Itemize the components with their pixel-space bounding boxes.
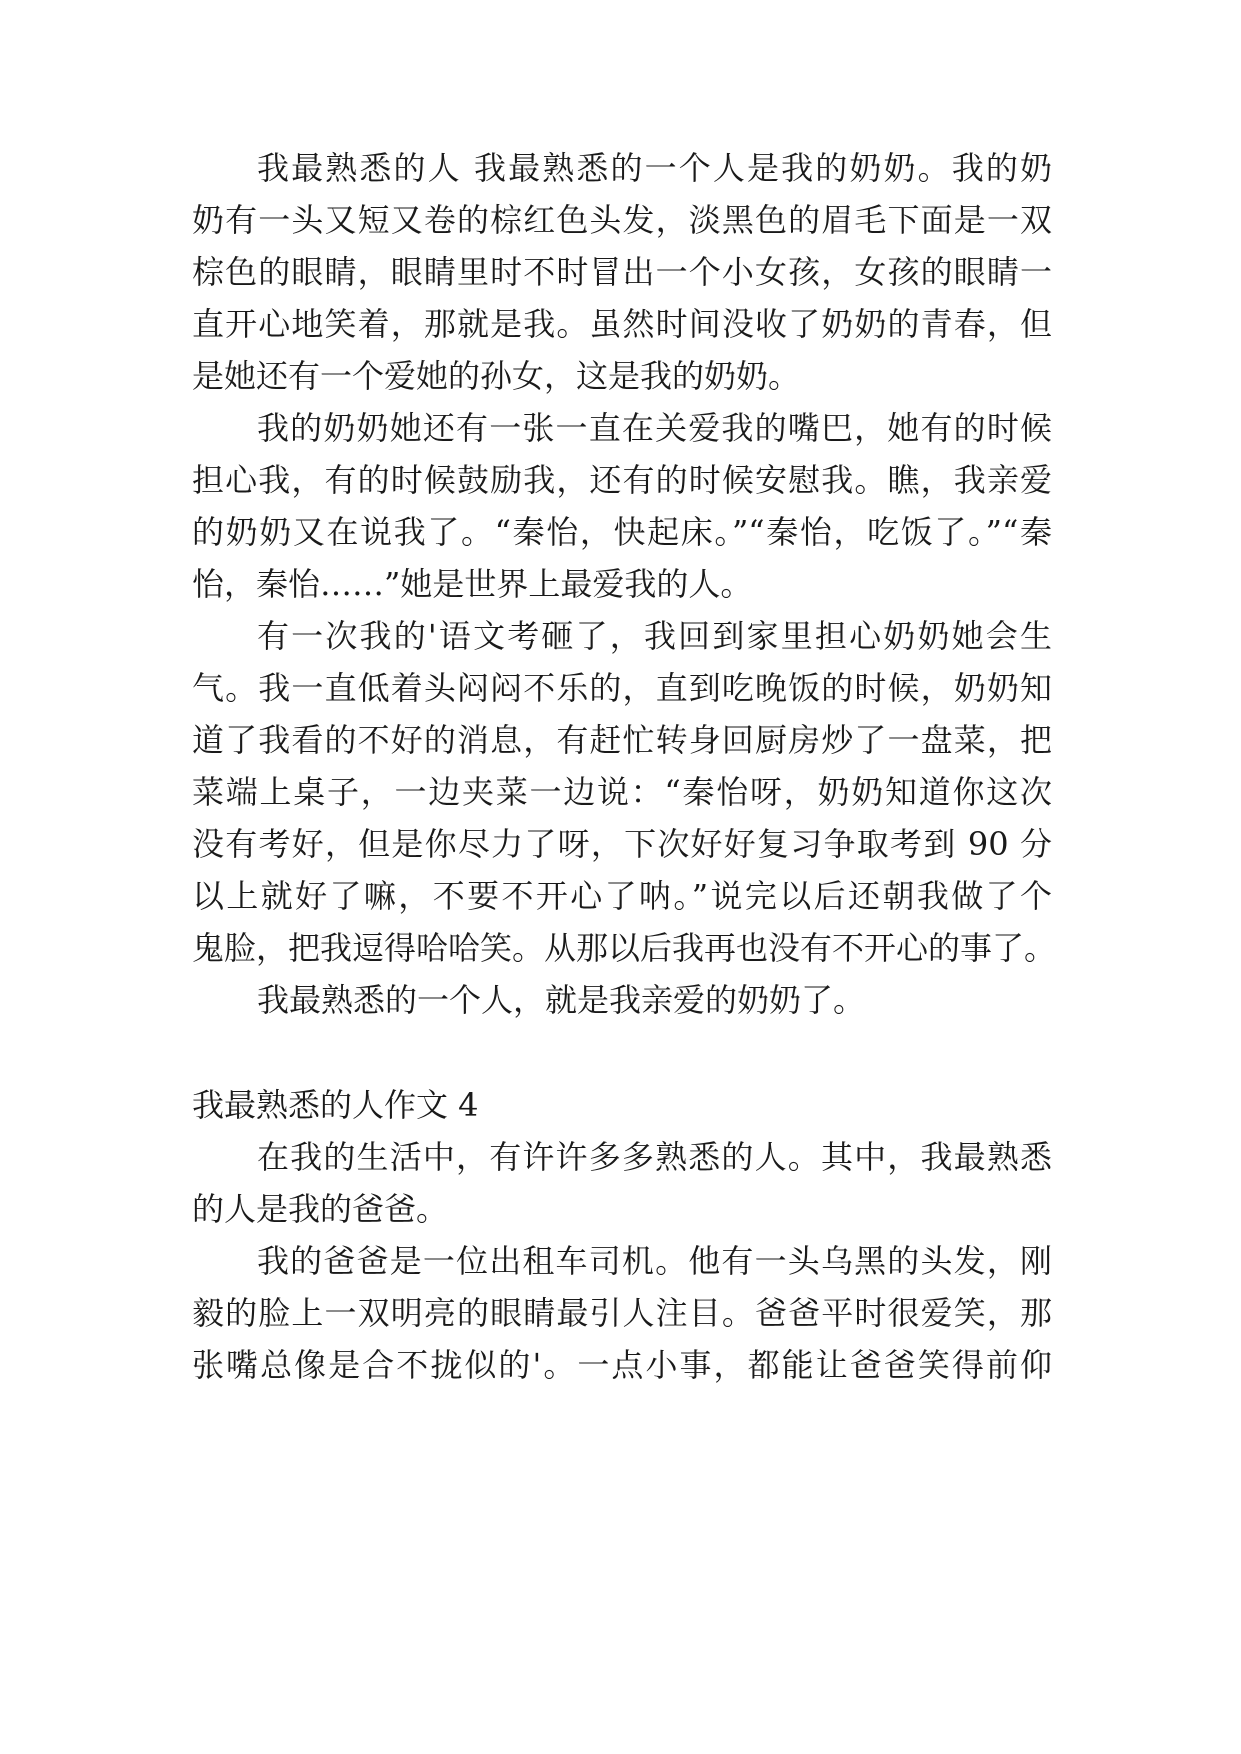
- paragraph-line: 担心我，有的时候鼓励我，还有的时候安慰我。瞧，我亲爱: [192, 461, 1052, 499]
- paragraph-line: 有一次我的'语文考砸了，我回到家里担心奶奶她会生: [257, 617, 1052, 655]
- paragraph-line: 毅的脸上一双明亮的眼睛最引人注目。爸爸平时很爱笑，那: [192, 1294, 1052, 1332]
- paragraph-line: 菜端上桌子，一边夹菜一边说：“秦怡呀，奶奶知道你这次: [192, 773, 1052, 811]
- paragraph-line: 直开心地笑着，那就是我。虽然时间没收了奶奶的青春，但: [192, 305, 1052, 343]
- paragraph-line: 我的奶奶她还有一张一直在关爱我的嘴巴，她有的时候: [257, 409, 1052, 447]
- paragraph-line: 我最熟悉的人 我最熟悉的一个人是我的奶奶。我的奶: [257, 149, 1052, 187]
- paragraph-line: 鬼脸，把我逗得哈哈笑。从那以后我再也没有不开心的事了。: [192, 929, 1057, 967]
- paragraph-line: 张嘴总像是合不拢似的'。一点小事，都能让爸爸笑得前仰: [192, 1346, 1052, 1384]
- paragraph-line: 奶有一头又短又卷的棕红色头发，淡黑色的眉毛下面是一双: [192, 201, 1052, 239]
- paragraph-line: 我最熟悉的一个人，就是我亲爱的奶奶了。: [257, 981, 866, 1019]
- paragraph-line: 我的爸爸是一位出租车司机。他有一头乌黑的头发，刚: [257, 1242, 1052, 1280]
- paragraph-line: 怡，秦怡……”她是世界上最爱我的人。: [192, 565, 753, 603]
- paragraph-line: 是她还有一个爱她的孙女，这是我的奶奶。: [192, 357, 801, 395]
- paragraph-line: 的奶奶又在说我了。“秦怡，快起床。”“秦怡，吃饭了。”“秦: [192, 513, 1052, 551]
- paragraph-line: 没有考好，但是你尽力了呀，下次好好复习争取考到 90 分: [192, 825, 1052, 863]
- section-heading: 我最熟悉的人作文 4: [192, 1086, 479, 1124]
- paragraph-line: 的人是我的爸爸。: [192, 1190, 449, 1228]
- paragraph-line: 气。我一直低着头闷闷不乐的，直到吃晚饭的时候，奶奶知: [192, 669, 1052, 707]
- paragraph-line: 以上就好了嘛，不要不开心了呐。”说完以后还朝我做了个: [192, 877, 1052, 915]
- paragraph-line: 在我的生活中，有许许多多熟悉的人。其中，我最熟悉: [257, 1138, 1052, 1176]
- paragraph-line: 棕色的眼睛，眼睛里时不时冒出一个小女孩，女孩的眼睛一: [192, 253, 1052, 291]
- paragraph-line: 道了我看的不好的消息，有赶忙转身回厨房炒了一盘菜，把: [192, 721, 1052, 759]
